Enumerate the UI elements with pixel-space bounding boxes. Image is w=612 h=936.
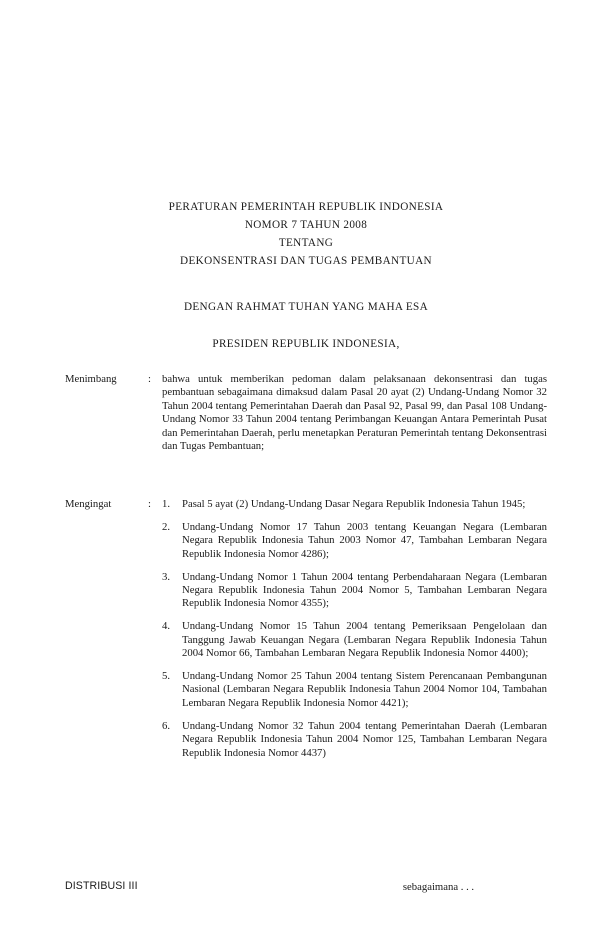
list-item-number: 6.: [162, 719, 171, 732]
list-item: [162, 620, 547, 660]
distribution-marker: DISTRIBUSI III: [65, 880, 138, 892]
recalling-clause: [65, 498, 547, 760]
list-item: [162, 521, 547, 561]
considering-text: bahwa untuk memberikan pedoman dalam pelaksanaan dekonsentrasi dan tugas pembantuan sebagaimana dimaksud dalam Pasal 20 ayat (2) Undang-Undang Nomor 32 Tahun 2004 tentang Pemerintahan Daerah dan Pasal 92, Pasal 99, dan Pasal 108 Undang-Undang Nomor 33 Tahun 2004 tentang Perimbangan Keuangan Antara Pemerintah Pusat dan Pemerintahan Daerah, perlu menetapkan Peraturan Pemerintah tentang Dekonsentrasi dan Tugas Pembantuan;: [162, 373, 547, 453]
list-item: [162, 571, 547, 611]
continuation-marker: sebagaimana . . .: [402, 881, 475, 893]
recalling-label: Mengingat: [65, 498, 112, 510]
law-reference-list: [162, 498, 547, 760]
list-item-number: 5.: [162, 670, 171, 683]
considering-clause: [65, 373, 547, 453]
list-item-text: Undang-Undang Nomor 17 Tahun 2003 tentang Keuangan Negara (Lembaran Negara Republik Indonesia Tahun 2003 Nomor 47, Tambahan Lembaran Negara Republik Indonesia Nomor 4286);: [182, 520, 547, 560]
blessing-line: DENGAN RAHMAT TUHAN YANG MAHA ESA: [183, 301, 429, 313]
list-item-text: Undang-Undang Nomor 32 Tahun 2004 tentang Pemerintahan Daerah (Lembaran Negara Republik Indonesia Tahun 2004 Nomor 125, Tambahan Lembaran Negara Republik Indonesia Nomor 4437): [182, 719, 547, 759]
list-item: [162, 498, 547, 511]
document-title-block: [65, 198, 547, 270]
list-item-number: 1.: [162, 498, 171, 510]
list-item-text: Undang-Undang Nomor 1 Tahun 2004 tentang Perbendaharaan Negara (Lembaran Negara Republik Indonesia Tahun 2004 Nomor 5, Tambahan Lembaran Negara Republik Indonesia Nomor 4355);: [182, 570, 547, 610]
about-keyword: TENTANG: [278, 237, 334, 249]
list-item-number: 2.: [162, 520, 171, 533]
list-item-text: Undang-Undang Nomor 15 Tahun 2004 tentang Pemeriksaan Pengelolaan dan Tanggung Jawab Keuangan Negara (Lembaran Negara Republik Indonesia Tahun 2004 Nomor 66, Tambahan Lembaran Negara Republik Indonesia Nomor 4400);: [182, 620, 547, 660]
recalling-colon: :: [148, 498, 151, 510]
list-item-text: Undang-Undang Nomor 25 Tahun 2004 tentang Sistem Perencanaan Pembangunan Nasional (Lembaran Negara Republik Indonesia Tahun 2004 Nomor 104, Tambahan Lembaran Negara Republik Indonesia Nomor 4421);: [182, 670, 547, 709]
list-item-number: 4.: [162, 620, 171, 633]
page-title: PERATURAN PEMERINTAH REPUBLIK INDONESIA: [168, 201, 444, 213]
list-item: [162, 670, 547, 710]
list-item: [162, 720, 547, 760]
recalling-body: [162, 498, 547, 760]
considering-label: Menimbang: [65, 373, 117, 385]
authority-line: PRESIDEN REPUBLIK INDONESIA,: [212, 338, 400, 350]
preamble-block: [65, 298, 547, 353]
list-item-text: Pasal 5 ayat (2) Undang-Undang Dasar Negara Republik Indonesia Tahun 1945;: [182, 498, 526, 510]
considering-colon: :: [148, 373, 151, 385]
regulation-number: NOMOR 7 TAHUN 2008: [244, 219, 368, 231]
regulation-subject: DEKONSENTRASI DAN TUGAS PEMBANTUAN: [180, 255, 432, 267]
list-item-number: 3.: [162, 570, 171, 583]
